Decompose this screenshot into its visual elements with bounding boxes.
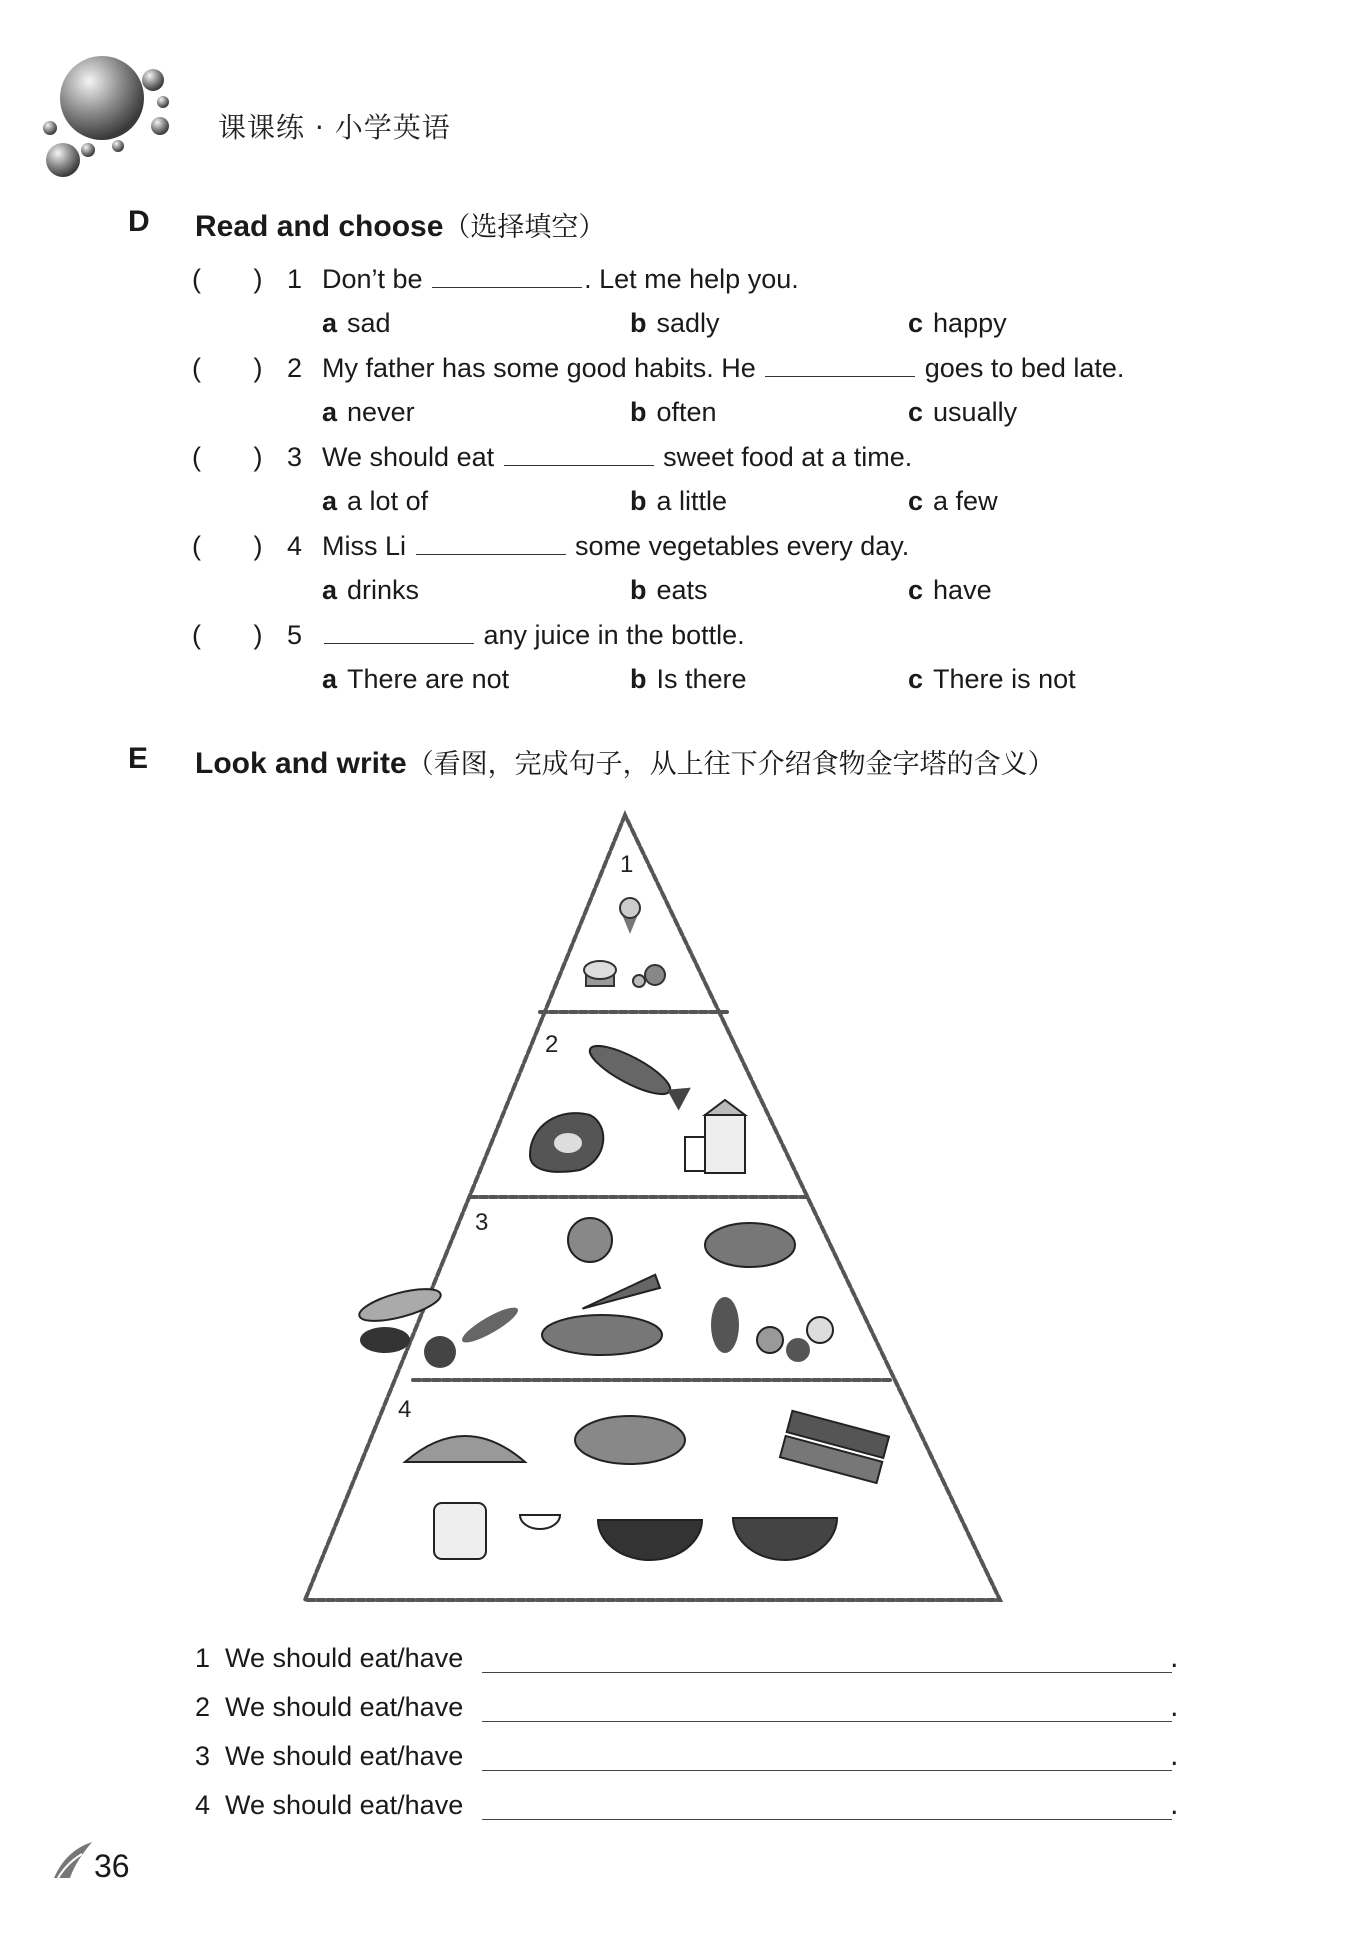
question-3-before: We should eat [322,442,495,472]
question-5-after: any juice in the bottle. [483,620,745,650]
food-pyramid [290,800,1020,1610]
fruit-basket-icon [757,1317,833,1362]
eggplant-icon [360,1327,410,1353]
melon-icon [542,1315,662,1355]
question-3 [322,442,912,473]
section-e-heading-cn: （看图，完成句子，从上往下介绍食物金字塔的含义） [406,749,1055,780]
write-line-3-text: We should eat/have [225,1741,464,1771]
meat-icon [530,1113,603,1172]
question-number-3: 3 [287,442,303,472]
milk-carton-icon [685,1100,745,1173]
write-line-1-text: We should eat/have [225,1643,464,1673]
lettuce-icon [705,1223,795,1267]
question-2-after: goes to bed late. [924,353,1125,383]
bread-loaf-icon [575,1416,685,1464]
write-line-2-text: We should eat/have [225,1692,464,1722]
option-3a[interactable]: a a lot of [322,486,429,516]
write-blank-1[interactable] [482,1672,1172,1673]
option-1b[interactable]: b sadly [630,308,720,338]
tomato-icon [424,1336,456,1368]
pineapple-icon [711,1297,739,1353]
option-5b[interactable]: b Is there [630,664,747,694]
answer-bracket-5[interactable]: ( ) [192,620,263,650]
pyramid-level-2-label: 2 [545,1031,559,1058]
section-e-title [195,742,1055,781]
noodle-bowl-icon [598,1520,702,1560]
pyramid-outline [305,815,1000,1600]
rice-pile-icon [405,1436,525,1462]
pyramid-level-1-label: 1 [620,851,634,878]
write-period-4: . [1170,1790,1179,1821]
question-2-before: My father has some good habits. He [322,353,756,383]
question-4-before: Miss Li [322,531,407,561]
option-3c[interactable]: c a few [908,486,998,516]
option-2a[interactable]: a never [322,397,415,427]
section-d-heading: Read and choose [195,210,444,243]
blank-1[interactable] [432,286,582,288]
write-period-1: . [1170,1643,1179,1674]
option-5a[interactable]: a There are not [322,664,510,694]
write-line-2-num: 2 [195,1692,211,1722]
write-blank-2[interactable] [482,1721,1172,1722]
section-d-title [195,205,605,244]
page-number: 36 [94,1848,130,1884]
fish-icon [584,1037,691,1110]
option-4a[interactable]: a drinks [322,575,420,605]
candy-icon [633,965,665,987]
option-1c[interactable]: c happy [908,308,1007,338]
answer-bracket-3[interactable]: ( ) [192,442,263,472]
write-line-4 [195,1790,463,1821]
rice-bowl-icon [733,1518,837,1560]
write-line-4-num: 4 [195,1790,211,1820]
question-number-1: 1 [287,264,303,294]
bread-slice-icon [434,1503,486,1559]
question-number-2: 2 [287,353,303,383]
option-3b[interactable]: b a little [630,486,728,516]
cupcake-icon [584,961,616,986]
write-blank-3[interactable] [482,1770,1172,1771]
pyramid-level-4-label: 4 [398,1396,412,1423]
section-d-heading-cn: （选择填空） [443,212,606,243]
write-blank-4[interactable] [482,1819,1172,1820]
leaf-icon [52,1840,94,1880]
header-title: 课课练 · 小学英语 [218,111,451,144]
question-3-after: sweet food at a time. [663,442,913,472]
pyramid-level-3-label: 3 [475,1209,489,1236]
section-d-letter: D [128,205,150,238]
cucumber-icon [458,1302,521,1348]
write-line-2 [195,1692,463,1723]
question-4-after: some vegetables every day. [575,531,910,561]
carrot-icon [580,1275,660,1316]
write-period-2: . [1170,1692,1179,1723]
write-line-1-num: 1 [195,1643,211,1673]
option-4b[interactable]: b eats [630,575,708,605]
question-1-after: . Let me help you. [584,264,799,294]
option-5c[interactable]: c There is not [908,664,1076,694]
question-1 [322,264,799,295]
write-period-3: . [1170,1741,1179,1772]
option-4c[interactable]: c have [908,575,992,605]
write-line-1 [195,1643,463,1674]
section-e-heading: Look and write [195,747,407,780]
ice-cream-icon [620,898,640,934]
blank-2[interactable] [765,375,915,377]
corn-icon [356,1283,443,1328]
question-number-4: 4 [287,531,303,561]
answer-bracket-1[interactable]: ( ) [192,264,263,294]
noodle-pack-icon [780,1411,889,1483]
header-logo [30,50,180,185]
option-2c[interactable]: c usually [908,397,1018,427]
question-2 [322,353,1124,384]
answer-bracket-4[interactable]: ( ) [192,531,263,561]
write-line-4-text: We should eat/have [225,1790,464,1820]
question-4 [322,531,909,562]
answer-bracket-2[interactable]: ( ) [192,353,263,383]
question-1-before: Don’t be [322,264,423,294]
cabbage-icon [568,1218,612,1262]
section-e-letter: E [128,742,149,775]
write-line-3 [195,1741,463,1772]
rice-bowl-small-icon [520,1515,560,1529]
write-line-3-num: 3 [195,1741,211,1771]
option-1a[interactable]: a sad [322,308,391,338]
blank-4[interactable] [416,553,566,555]
option-2b[interactable]: b often [630,397,717,427]
question-number-5: 5 [287,620,303,650]
blank-5[interactable] [324,642,474,644]
question-5 [322,620,745,651]
blank-3[interactable] [504,464,654,466]
